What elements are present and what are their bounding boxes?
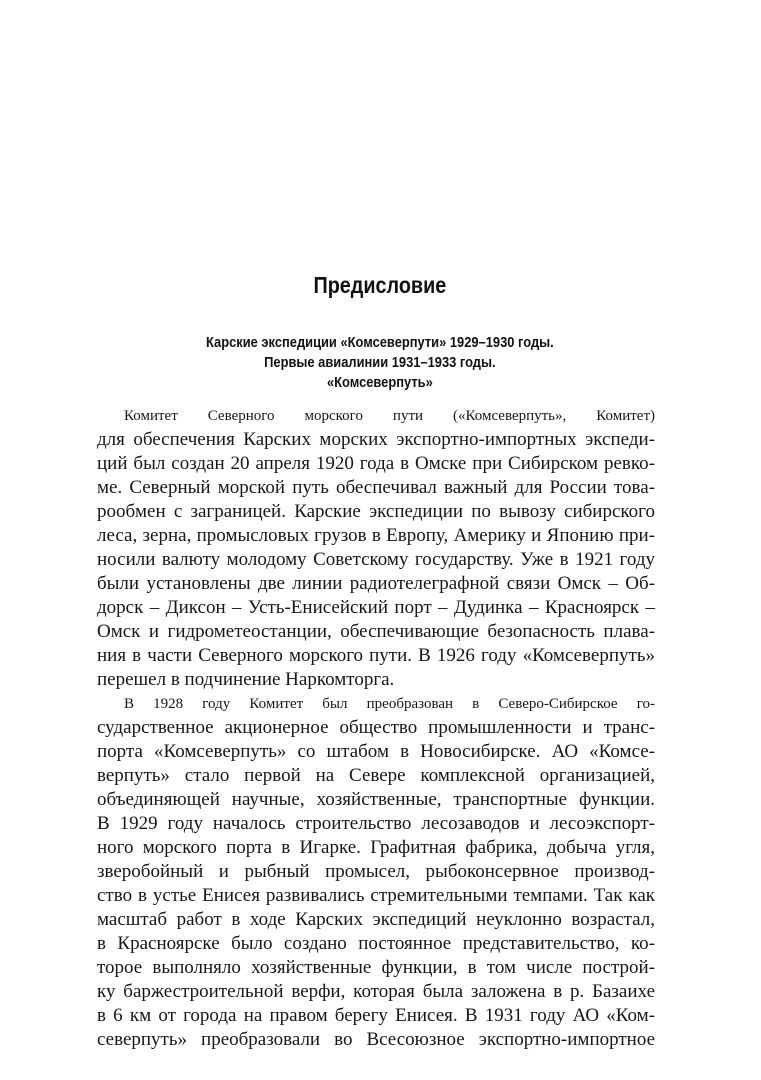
text-line: в 6 км от города на правом берегу Енисея. В 1931 году АО «Ком- [97, 1005, 655, 1026]
subtitle-line: «Комсеверпуть» [326, 374, 433, 391]
subtitle-line: Первые авиалинии 1931–1933 годы. [264, 354, 496, 371]
text-line: порта «Комсеверпуть» со штабом в Новосибирске. АО «Комсе- [97, 741, 655, 762]
text-line: ство в устье Енисея развивались стремительными темпами. Так как [97, 885, 655, 906]
text-line: ного морского порта в Игарке. Графитная фабрика, добыча угля, [97, 837, 655, 858]
text-line: носили валюту молодому Советскому государству. Уже в 1921 году [97, 549, 655, 570]
text-line: дорск – Диксон – Усть-Енисейский порт – Дудинка – Красноярск – [97, 597, 655, 618]
text-line: верпуть» стало первой на Севере комплексной организацией, [97, 765, 655, 786]
text-line: северпуть» преобразовали во Всесоюзное экспортно-импортное [97, 1029, 655, 1050]
text-line: Омск и гидрометеостанции, обеспечивающие безопасность плава- [97, 621, 655, 642]
text-line: были установлены две линии радиотелеграфной связи Омск – Об- [97, 573, 655, 594]
text-line: перешел в подчинение Наркомторга. [97, 669, 395, 690]
text-line: сударственное акционерное общество промышленности и транс- [97, 717, 655, 738]
text-line: В 1929 году началось строительство лесозаводов и лесоэкспорт- [97, 813, 655, 834]
text-line: В 1928 году Комитет был преобразован в Северо-Сибирское го- [124, 696, 655, 712]
text-line: Комитет Северного морского пути («Комсеверпуть», Комитет) [124, 408, 655, 424]
text-line: ния в части Северного морского пути. В 1926 году «Комсеверпуть» [97, 645, 655, 666]
text-line: в Красноярске было создано постоянное представительство, ко- [97, 933, 655, 954]
text-line: ций был создан 20 апреля 1920 года в Омске при Сибирском ревко- [97, 453, 655, 474]
text-line: масштаб работ в ходе Карских экспедиций неуклонно возрастал, [97, 909, 655, 930]
subtitle-line: Карские экспедиции «Комсеверпути» 1929–1930 годы. [206, 334, 554, 351]
text-line: леса, зерна, промысловых грузов в Европу, Америку и Японию при- [97, 525, 655, 546]
chapter-title: Предисловие [313, 272, 447, 298]
text-line: торое выполняло хозяйственные функции, в том числе построй- [97, 957, 655, 978]
text-line: рообмен с заграницей. Карские экспедиции по вывозу сибирского [97, 501, 655, 522]
text-line: для обеспечения Карских морских экспортно-импортных экспеди- [97, 429, 655, 450]
text-line: ку баржестроительной верфи, которая была заложена в р. Базаихе [97, 981, 655, 1002]
text-line: объединяющей научные, хозяйственные, транспортные функции. [97, 789, 655, 810]
text-line: ме. Северный морской путь обеспечивал важный для России това- [97, 477, 655, 498]
text-line: зверобойный и рыбный промысел, рыбоконсервное производ- [97, 861, 655, 882]
